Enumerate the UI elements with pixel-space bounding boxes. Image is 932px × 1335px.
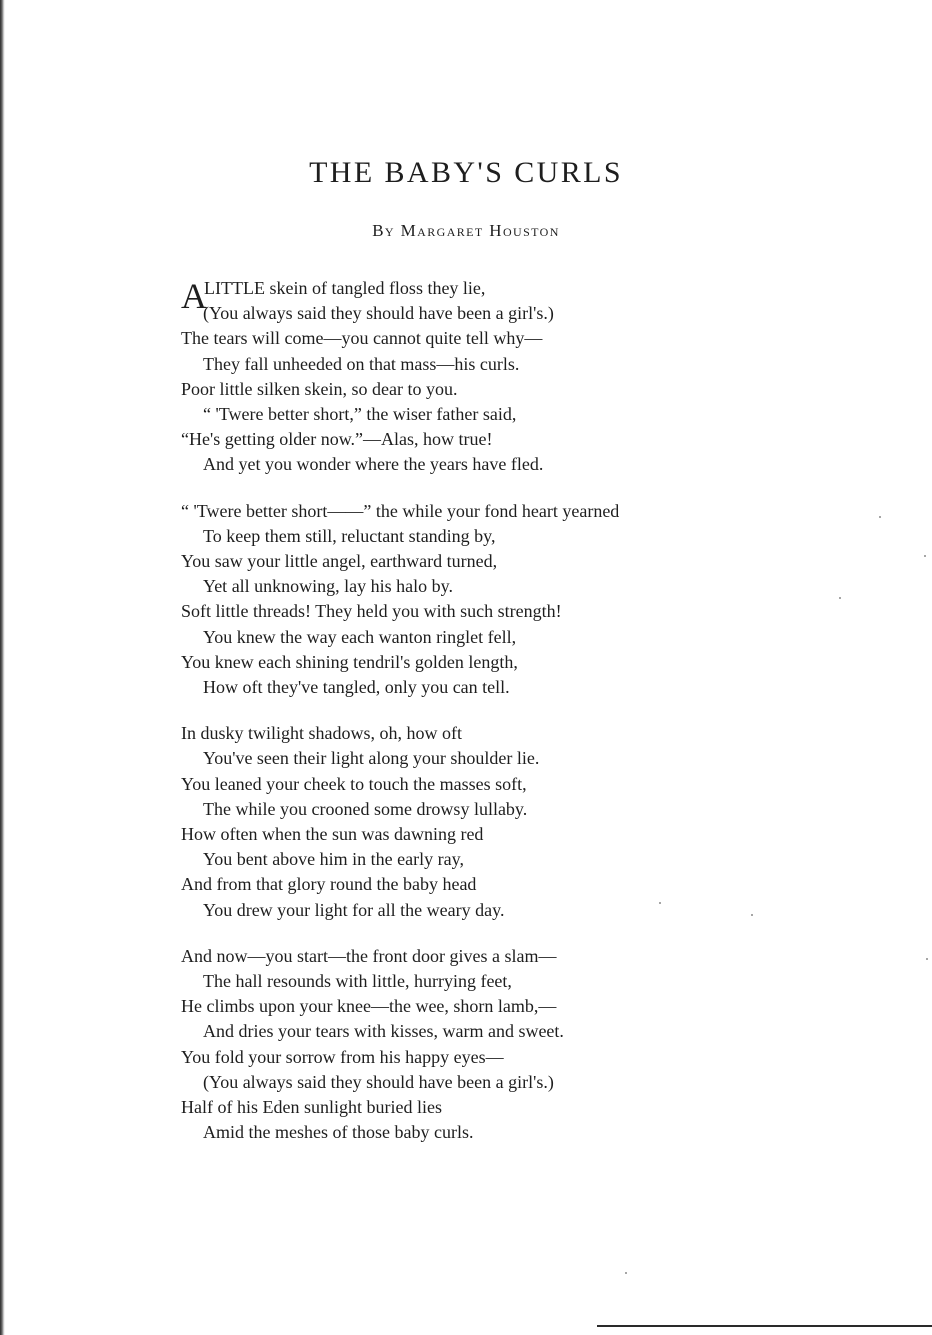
poem-line: The tears will come—you cannot quite tell why— xyxy=(181,328,543,349)
poem-line: (You always said they should have been a girl's.) xyxy=(203,303,554,324)
scan-speck xyxy=(659,902,661,904)
poem-line: And now—you start—the front door gives a slam— xyxy=(181,945,557,966)
poem-line: LITTLE skein of tangled floss they lie, xyxy=(204,278,486,298)
poem-line: How often when the sun was dawning red xyxy=(181,824,484,845)
page-scan-edge xyxy=(0,0,5,1335)
poem-title: THE BABY'S CURLS xyxy=(309,156,623,189)
poem-line: How oft they've tangled, only you can tell. xyxy=(203,677,510,698)
stanza-2 xyxy=(181,499,821,701)
scan-speck xyxy=(926,958,928,960)
stanza-1 xyxy=(181,276,821,478)
poem-line: You knew the way each wanton ringlet fell, xyxy=(203,626,517,647)
stanza-4 xyxy=(181,944,821,1146)
stanza-3 xyxy=(181,721,821,923)
poem-line: Half of his Eden sunlight buried lies xyxy=(181,1097,442,1118)
poem-line: You knew each shining tendril's golden length, xyxy=(181,651,518,672)
poem-line: “ 'Twere better short——” the while your fond heart yearned xyxy=(181,500,620,521)
scan-speck xyxy=(924,555,926,557)
bottom-rule xyxy=(597,1325,932,1327)
scan-speck xyxy=(839,597,841,599)
poem-line: You saw your little angel, earthward turned, xyxy=(181,551,498,572)
poem-line: You drew your light for all the weary day. xyxy=(203,899,505,920)
scan-speck xyxy=(751,914,753,916)
poem-line: And from that glory round the baby head xyxy=(181,874,477,895)
drop-cap: A xyxy=(181,276,207,316)
poem-line: He climbs upon your knee—the wee, shorn lamb,— xyxy=(181,996,557,1017)
poem-line: They fall unheeded on that mass—his curls. xyxy=(203,353,520,374)
poem-line: You've seen their light along your shoulder lie. xyxy=(203,748,540,769)
poem-line: The while you crooned some drowsy lullaby. xyxy=(203,798,528,819)
poem-body xyxy=(181,276,821,1167)
poem-line: (You always said they should have been a girl's.) xyxy=(203,1071,554,1092)
poem-line: Amid the meshes of those baby curls. xyxy=(203,1122,474,1143)
scan-speck xyxy=(879,516,881,518)
poem-line: “He's getting older now.”—Alas, how true! xyxy=(181,429,493,450)
poem-line: You fold your sorrow from his happy eyes— xyxy=(181,1046,504,1067)
poem-line: To keep them still, reluctant standing by, xyxy=(203,525,496,546)
poem-line: “ 'Twere better short,” the wiser father said, xyxy=(203,404,517,425)
poem-line: You bent above him in the early ray, xyxy=(203,849,464,870)
poem-line: Poor little silken skein, so dear to you. xyxy=(181,378,458,399)
poem-line: Yet all unknowing, lay his halo by. xyxy=(203,576,453,597)
poem-line: Soft little threads! They held you with such strength! xyxy=(181,601,562,622)
poem-byline: By Margaret Houston xyxy=(372,221,560,240)
poem-line: And yet you wonder where the years have fled. xyxy=(203,454,544,475)
poem-line: And dries your tears with kisses, warm and sweet. xyxy=(203,1021,564,1042)
scan-speck xyxy=(625,1272,627,1274)
poem-line: In dusky twilight shadows, oh, how oft xyxy=(181,723,462,744)
poem-line: You leaned your cheek to touch the masses soft, xyxy=(181,773,527,794)
poem-line: The hall resounds with little, hurrying feet, xyxy=(203,971,512,992)
